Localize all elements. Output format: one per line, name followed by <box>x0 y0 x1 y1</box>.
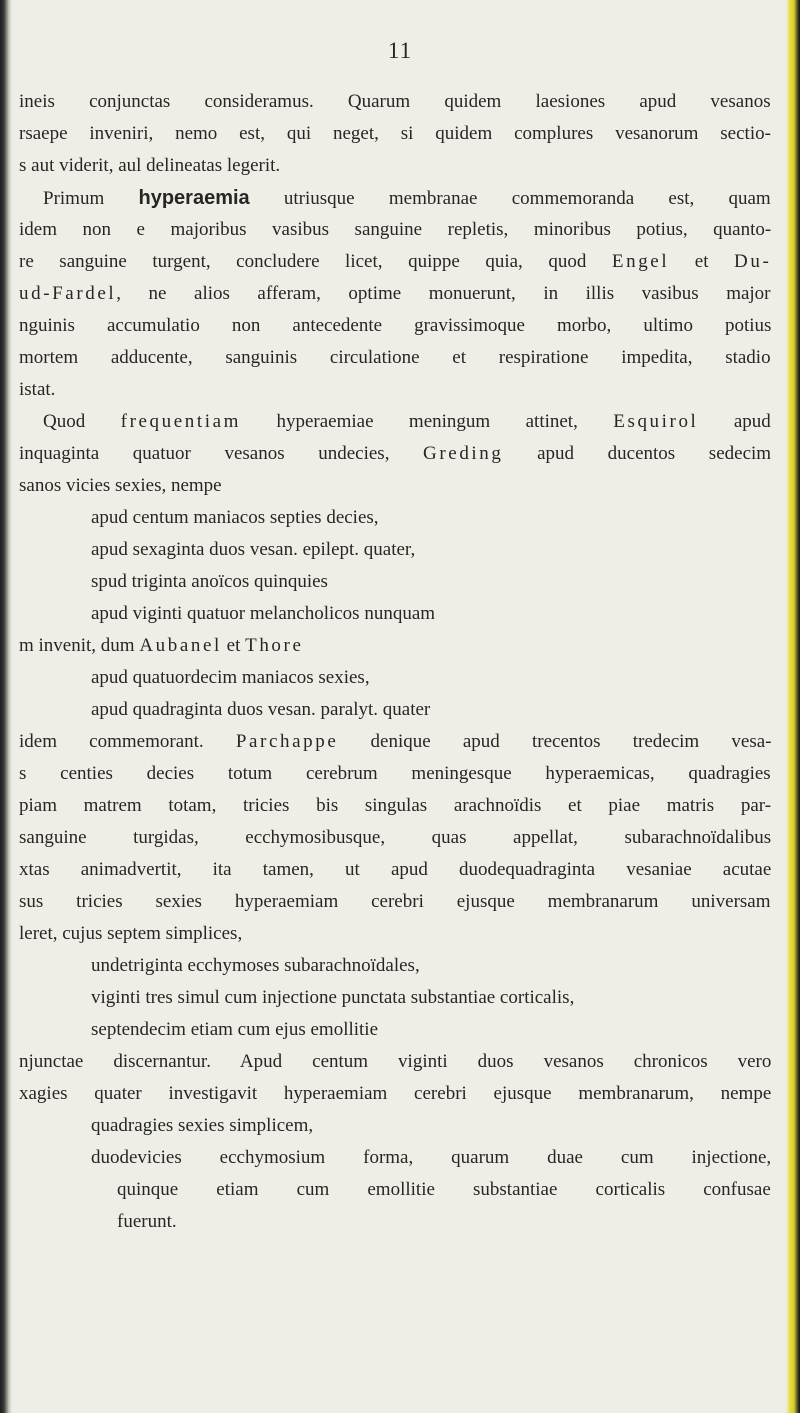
author-name: Aubanel <box>139 635 222 656</box>
text-line: ud-Fardel, ne alios afferam, optime monuerunt, in illis vasibus major <box>19 283 771 304</box>
list-line: viginti tres simul cum injectione punctata substantiae corticalis, <box>91 987 575 1008</box>
page-number: 11 <box>387 38 413 63</box>
text-line: sanguine turgidas, ecchymosibusque, quas appellat, subarachnoïdalibus <box>19 827 772 848</box>
author-name: Thore <box>245 635 304 656</box>
author-name: Esquirol <box>613 411 699 432</box>
text-line: xtas animadvertit, ita tamen, ut apud duodequadraginta vesaniae acutae <box>19 859 772 880</box>
list-line: quinque etiam cum emollitie substantiae corticalis confusae <box>117 1179 771 1200</box>
term-hyperaemia: hyperaemia <box>138 187 250 209</box>
scan-right-edge <box>786 0 800 1413</box>
text-line: Primum hyperaemia utriusque membranae commemoranda est, quam <box>43 187 771 209</box>
text-line: s centies decies totum cerebrum meningesque hyperaemicas, quadragies <box>19 763 771 784</box>
text-line: m invenit, dum Aubanel et Thore <box>19 635 304 656</box>
list-line: quadragies sexies simplicem, <box>91 1115 314 1136</box>
list-line: apud quadraginta duos vesan. paralyt. quater <box>91 699 431 720</box>
text-line: leret, cujus septem simplices, <box>19 923 243 944</box>
text-line: re sanguine turgent, concludere licet, quippe quia, quod Engel et Du- <box>19 251 772 272</box>
list-line: apud viginti quatuor melancholicos nunquam <box>91 603 436 624</box>
author-name: Greding <box>423 443 504 464</box>
author-name: Engel <box>611 251 670 272</box>
author-name: Du- <box>734 251 772 272</box>
list-line: duodevicies ecchymosium forma, quarum duae cum injectione, <box>91 1147 772 1168</box>
list-line: apud centum maniacos septies decies, <box>91 507 379 528</box>
author-name: Parchappe <box>235 731 339 752</box>
list-line: septendecim etiam cum ejus emollitie <box>91 1019 379 1040</box>
text-line: istat. <box>19 379 56 400</box>
list-line: undetriginta ecchymoses subarachnoïdales, <box>91 955 420 976</box>
text-line: ineis conjunctas consideramus. Quarum quidem laesiones apud vesanos <box>19 91 771 112</box>
list-line: apud quatuordecim maniacos sexies, <box>91 667 370 688</box>
text-line: njunctae discernantur. Apud centum viginti duos vesanos chronicos vero <box>19 1051 772 1072</box>
emphasis-frequentiam: frequentiam <box>120 411 242 432</box>
text-line: nguinis accumulatio non antecedente gravissimoque morbo, ultimo potius <box>19 315 772 336</box>
text-line: s aut viderit, aul delineatas legerit. <box>19 155 281 176</box>
author-name: ud-Fardel <box>19 283 117 304</box>
list-line: spud triginta anoïcos quinquies <box>91 571 328 592</box>
text-line: xagies quater investigavit hyperaemiam cerebri ejusque membranarum, nempe <box>19 1083 772 1104</box>
text-line: mortem adducente, sanguinis circulatione et respiratione impedita, stadio <box>19 347 771 368</box>
list-line: apud sexaginta duos vesan. epilept. quater, <box>91 539 416 560</box>
text-line: sanos vicies sexies, nempe <box>19 475 222 496</box>
text-line: idem non e majoribus vasibus sanguine repletis, minoribus potius, quanto- <box>19 219 772 240</box>
text-line: inquaginta quatuor vesanos undecies, Greding apud ducentos sedecim <box>19 443 772 464</box>
text-line: piam matrem totam, tricies bis singulas arachnoïdis et piae matris par- <box>19 795 772 816</box>
scan-left-edge <box>0 0 12 1413</box>
text-line: rsaepe inveniri, nemo est, qui neget, si quidem complures vesanorum sectio- <box>19 123 771 144</box>
text-line: Quod frequentiam hyperaemiae meningum attinet, Esquirol apud <box>43 411 771 432</box>
text-line: sus tricies sexies hyperaemiam cerebri ejusque membranarum universam <box>19 891 771 912</box>
text-line: idem commemorant. Parchappe denique apud trecentos tredecim vesa- <box>19 731 772 752</box>
list-line: fuerunt. <box>117 1211 177 1232</box>
